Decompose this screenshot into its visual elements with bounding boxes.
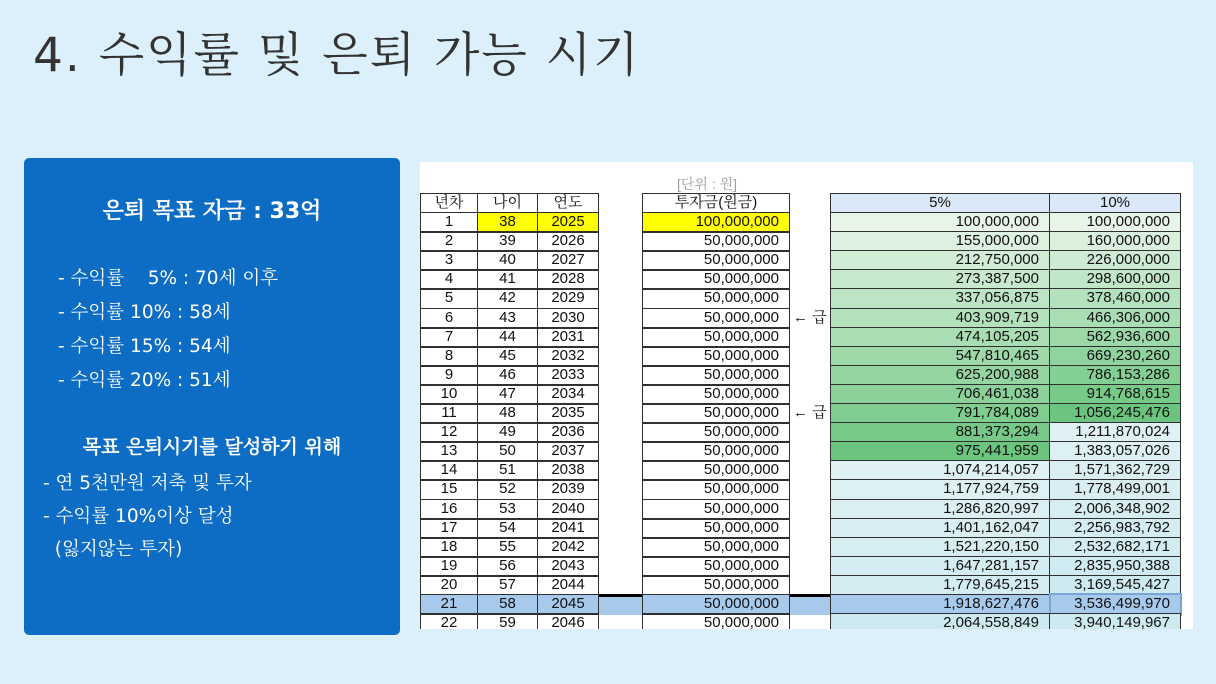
cell-rate-5[interactable]: 1,074,214,057 (830, 460, 1050, 481)
cell-year-no[interactable]: 3 (420, 250, 478, 271)
cell-age[interactable]: 48 (477, 403, 538, 424)
arrow-annotation: ← 급 (793, 404, 827, 421)
goal-item: - 연 5천만원 저축 및 투자 (43, 473, 252, 494)
cell-investment[interactable]: 50,000,000 (642, 346, 790, 367)
cell-rate-10[interactable]: 3,169,545,427 (1049, 575, 1181, 596)
cell-rate-5[interactable]: 791,784,089 (830, 403, 1050, 424)
cell-age[interactable]: 45 (477, 346, 538, 367)
cell-rate-5[interactable]: 212,750,000 (830, 250, 1050, 271)
spreadsheet-table (420, 162, 1193, 629)
cell-rate-10[interactable]: 160,000,000 (1049, 231, 1181, 252)
cell-rate-5[interactable]: 474,105,205 (830, 327, 1050, 348)
header-investment: 투자금(원금) (642, 193, 790, 213)
cell-rate-10[interactable]: 2,532,682,171 (1049, 537, 1181, 558)
cell-year[interactable]: 2030 (537, 308, 599, 329)
cell-investment[interactable]: 50,000,000 (642, 537, 790, 558)
cell-year-no[interactable]: 20 (420, 575, 478, 596)
cell-rate-5[interactable]: 1,918,627,476 (830, 594, 1050, 615)
cell-investment[interactable]: 50,000,000 (642, 403, 790, 424)
goal-item: (잃지않는 투자) (43, 539, 183, 560)
cell-year-no[interactable]: 7 (420, 327, 478, 348)
cell-age[interactable]: 46 (477, 365, 538, 386)
cell-rate-5[interactable]: 975,441,959 (830, 441, 1050, 462)
cell-rate-10[interactable]: 226,000,000 (1049, 250, 1181, 271)
cell-year-no[interactable]: 18 (420, 537, 478, 558)
cell-year-no[interactable]: 2 (420, 231, 478, 252)
cell-year-no[interactable]: 15 (420, 479, 478, 500)
cell-age[interactable]: 54 (477, 518, 538, 539)
cell-rate-5[interactable]: 625,200,988 (830, 365, 1050, 386)
cell-age[interactable]: 41 (477, 269, 538, 290)
selection-bar (599, 594, 642, 615)
cell-rate-5[interactable]: 100,000,000 (830, 212, 1050, 233)
cell-year-no[interactable]: 5 (420, 288, 478, 309)
cell-year[interactable]: 2028 (537, 269, 599, 290)
cell-investment[interactable]: 50,000,000 (642, 308, 790, 329)
cell-investment[interactable]: 50,000,000 (642, 556, 790, 577)
cell-investment[interactable]: 50,000,000 (642, 231, 790, 252)
cell-rate-5[interactable]: 337,056,875 (830, 288, 1050, 309)
header-year-no: 년차 (420, 193, 478, 213)
cell-age[interactable]: 39 (477, 231, 538, 252)
cell-year[interactable]: 2033 (537, 365, 599, 386)
cell-year[interactable]: 2041 (537, 518, 599, 539)
cell-investment[interactable]: 50,000,000 (642, 575, 790, 596)
cell-age[interactable]: 52 (477, 479, 538, 500)
cell-rate-5[interactable]: 1,286,820,997 (830, 499, 1050, 520)
cell-year[interactable]: 2034 (537, 384, 599, 405)
cell-year-no[interactable]: 22 (420, 613, 478, 629)
cell-year[interactable]: 2042 (537, 537, 599, 558)
rate-item: - 수익률 5% : 70세 이후 (58, 268, 279, 289)
cell-year-no[interactable]: 8 (420, 346, 478, 367)
cell-investment[interactable]: 50,000,000 (642, 499, 790, 520)
cell-rate-10[interactable]: 1,383,057,026 (1049, 441, 1181, 462)
cell-age[interactable]: 51 (477, 460, 538, 481)
cell-year[interactable]: 2043 (537, 556, 599, 577)
goal-list (43, 467, 252, 566)
cell-year[interactable]: 2027 (537, 250, 599, 271)
cell-rate-10[interactable]: 2,835,950,388 (1049, 556, 1181, 577)
cell-age[interactable]: 57 (477, 575, 538, 596)
cell-rate-5[interactable]: 706,461,038 (830, 384, 1050, 405)
cell-investment[interactable]: 50,000,000 (642, 594, 790, 615)
cell-year[interactable]: 2046 (537, 613, 599, 629)
cell-rate-10[interactable]: 378,460,000 (1049, 288, 1181, 309)
cell-year[interactable]: 2038 (537, 460, 599, 481)
cell-rate-5[interactable]: 1,647,281,157 (830, 556, 1050, 577)
cell-year-no[interactable]: 13 (420, 441, 478, 462)
cell-rate-5[interactable]: 1,521,220,150 (830, 537, 1050, 558)
cell-investment[interactable]: 50,000,000 (642, 288, 790, 309)
cell-investment[interactable]: 100,000,000 (642, 212, 790, 233)
cell-year-no[interactable]: 21 (420, 594, 478, 615)
cell-year[interactable]: 2040 (537, 499, 599, 520)
summary-panel (24, 158, 400, 635)
cell-year-no[interactable]: 17 (420, 518, 478, 539)
cell-rate-5[interactable]: 1,779,645,215 (830, 575, 1050, 596)
cell-year[interactable]: 2025 (537, 212, 599, 233)
cell-rate-5[interactable]: 2,064,558,849 (830, 613, 1050, 629)
cell-rate-5[interactable]: 1,401,162,047 (830, 518, 1050, 539)
cell-year[interactable]: 2032 (537, 346, 599, 367)
cell-year[interactable]: 2037 (537, 441, 599, 462)
cell-age[interactable]: 38 (477, 212, 538, 233)
header-age: 나이 (477, 193, 538, 213)
cell-rate-10[interactable]: 914,768,615 (1049, 384, 1181, 405)
rate-item: - 수익률 20% : 51세 (58, 370, 231, 391)
cell-age[interactable]: 43 (477, 308, 538, 329)
cell-rate-10[interactable]: 3,536,499,970 (1049, 594, 1181, 615)
cell-year-no[interactable]: 11 (420, 403, 478, 424)
cell-age[interactable]: 44 (477, 327, 538, 348)
header-rate-5: 5% (830, 193, 1050, 213)
cell-rate-5[interactable]: 273,387,500 (830, 269, 1050, 290)
cell-rate-10[interactable]: 1,778,499,001 (1049, 479, 1181, 500)
cell-year[interactable]: 2035 (537, 403, 599, 424)
return-rate-list (58, 262, 278, 398)
cell-rate-5[interactable]: 547,810,465 (830, 346, 1050, 367)
cell-age[interactable]: 56 (477, 556, 538, 577)
arrow-annotation: ← 급 (793, 308, 827, 326)
cell-year[interactable]: 2031 (537, 327, 599, 348)
cell-year-no[interactable]: 4 (420, 269, 478, 290)
cell-age[interactable]: 47 (477, 384, 538, 405)
cell-year-no[interactable]: 14 (420, 460, 478, 481)
cell-age[interactable]: 40 (477, 250, 538, 271)
cell-age[interactable]: 49 (477, 422, 538, 443)
cell-rate-5[interactable]: 881,373,294 (830, 422, 1050, 443)
cell-rate-10[interactable]: 298,600,000 (1049, 269, 1181, 290)
cell-investment[interactable]: 50,000,000 (642, 441, 790, 462)
cell-investment[interactable]: 50,000,000 (642, 460, 790, 481)
cell-year-no[interactable]: 12 (420, 422, 478, 443)
cell-investment[interactable]: 50,000,000 (642, 479, 790, 500)
cell-year-no[interactable]: 6 (420, 308, 478, 329)
cell-year-no[interactable]: 9 (420, 365, 478, 386)
cell-rate-10[interactable]: 786,153,286 (1049, 365, 1181, 386)
cell-rate-10[interactable]: 3,940,149,967 (1049, 613, 1181, 629)
cell-rate-5[interactable]: 403,909,719 (830, 308, 1050, 329)
cell-year[interactable]: 2029 (537, 288, 599, 309)
cell-investment[interactable]: 50,000,000 (642, 269, 790, 290)
cell-year-no[interactable]: 10 (420, 384, 478, 405)
cell-rate-5[interactable]: 155,000,000 (830, 231, 1050, 252)
cell-rate-10[interactable]: 1,056,245,476 (1049, 403, 1181, 424)
cell-year[interactable]: 2044 (537, 575, 599, 596)
cell-year-no[interactable]: 16 (420, 499, 478, 520)
cell-investment[interactable]: 50,000,000 (642, 384, 790, 405)
cell-year[interactable]: 2039 (537, 479, 599, 500)
cell-age[interactable]: 42 (477, 288, 538, 309)
unit-note: [단위 : 원] (677, 176, 738, 192)
cell-year-no[interactable]: 19 (420, 556, 478, 577)
cell-rate-10[interactable]: 1,211,870,024 (1049, 422, 1181, 443)
goal-item: - 수익률 10%이상 달성 (43, 506, 234, 527)
cell-investment[interactable]: 50,000,000 (642, 327, 790, 348)
cell-year[interactable]: 2026 (537, 231, 599, 252)
cell-rate-10[interactable]: 562,936,600 (1049, 327, 1181, 348)
retirement-goal-heading: 은퇴 목표 자금 : 33억 (102, 199, 322, 224)
selection-bar (790, 594, 830, 615)
header-year: 연도 (537, 193, 599, 213)
cell-rate-10[interactable]: 1,571,362,729 (1049, 460, 1181, 481)
cell-age[interactable]: 55 (477, 537, 538, 558)
cell-investment[interactable]: 50,000,000 (642, 613, 790, 629)
cell-investment[interactable]: 50,000,000 (642, 365, 790, 386)
rate-item: - 수익률 15% : 54세 (58, 336, 231, 357)
cell-rate-10[interactable]: 466,306,000 (1049, 308, 1181, 329)
slide-title: 4. 수익률 및 은퇴 가능 시기 (33, 28, 641, 83)
header-rate-10: 10% (1049, 193, 1181, 213)
cell-investment[interactable]: 50,000,000 (642, 422, 790, 443)
cell-rate-10[interactable]: 2,006,348,902 (1049, 499, 1181, 520)
cell-rate-10[interactable]: 669,230,260 (1049, 346, 1181, 367)
cell-age[interactable]: 53 (477, 499, 538, 520)
cell-investment[interactable]: 50,000,000 (642, 250, 790, 271)
cell-year-no[interactable]: 1 (420, 212, 478, 233)
cell-investment[interactable]: 50,000,000 (642, 518, 790, 539)
rate-item: - 수익률 10% : 58세 (58, 302, 231, 323)
cell-rate-5[interactable]: 1,177,924,759 (830, 479, 1050, 500)
cell-age[interactable]: 58 (477, 594, 538, 615)
cell-age[interactable]: 59 (477, 613, 538, 629)
cell-rate-10[interactable]: 100,000,000 (1049, 212, 1181, 233)
goal-heading: 목표 은퇴시기를 달성하기 위해 (82, 436, 342, 458)
cell-rate-10[interactable]: 2,256,983,792 (1049, 518, 1181, 539)
cell-year[interactable]: 2036 (537, 422, 599, 443)
cell-age[interactable]: 50 (477, 441, 538, 462)
cell-year[interactable]: 2045 (537, 594, 599, 615)
